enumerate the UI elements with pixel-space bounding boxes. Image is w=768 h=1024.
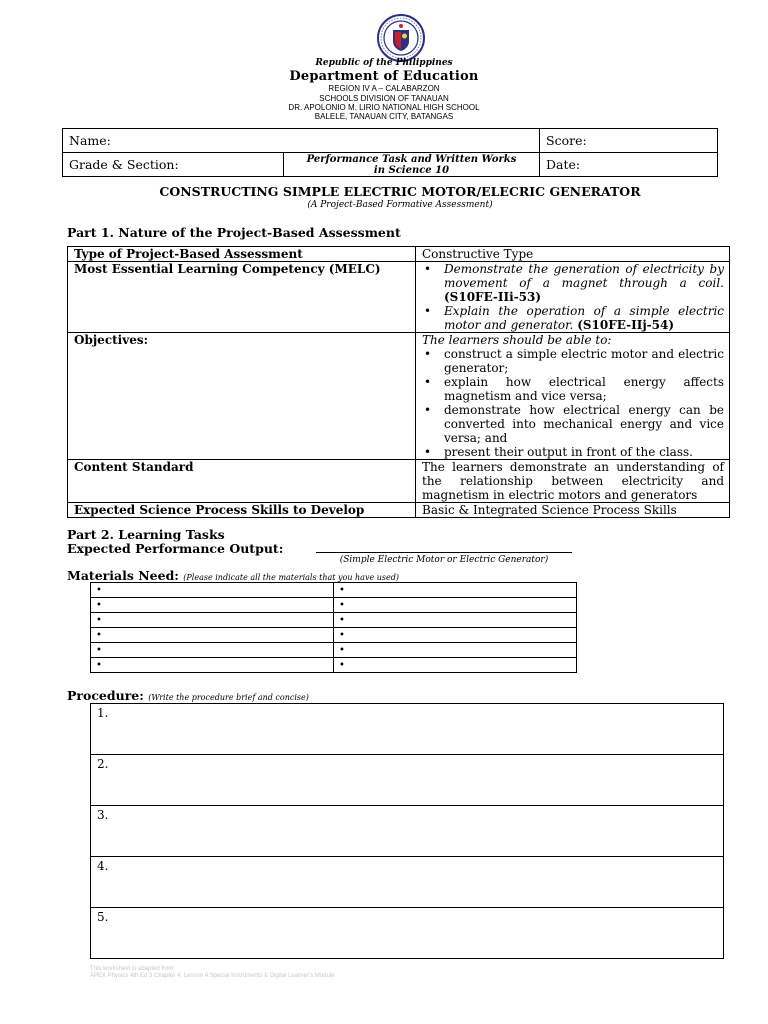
- page-subtitle: (A Project-Based Formative Assessment): [307, 200, 493, 210]
- region-line: REGION IV A – CALABARZON: [328, 84, 440, 93]
- date-field[interactable]: Date:: [540, 153, 718, 177]
- address-line: BALELE, TANAUAN CITY, BATANGAS: [314, 112, 454, 121]
- procedure-step-1[interactable]: 1.: [91, 704, 724, 755]
- material-cell[interactable]: •: [334, 613, 577, 628]
- performance-task-label: Performance Task and Written Works in Science 10: [284, 153, 540, 177]
- procedure-heading: Procedure: (Write the procedure brief and concise): [67, 688, 309, 703]
- procedure-table: [90, 703, 724, 959]
- melc-label: Most Essential Learning Competency (MELC): [68, 262, 416, 333]
- type-label: Type of Project-Based Assessment: [68, 247, 416, 262]
- objectives-value: [416, 333, 730, 460]
- procedure-step-3[interactable]: 3.: [91, 806, 724, 857]
- material-cell[interactable]: •: [334, 598, 577, 613]
- department-line: Department of Education: [289, 69, 479, 84]
- material-cell[interactable]: •: [91, 598, 334, 613]
- objective-item: • present their output in front of the class.: [422, 445, 724, 459]
- part1-table: [67, 246, 730, 518]
- materials-table: [90, 582, 577, 673]
- grade-section-field[interactable]: Grade & Section:: [63, 153, 284, 177]
- score-field[interactable]: Score:: [540, 129, 718, 153]
- objective-item: • explain how electrical energy affects magnetism and vice versa;: [422, 375, 724, 403]
- footer-note: This worksheet is adapted from: APEX Physics 4th Ed 3 Chapter 4: Lesson 4 Special Instruments & Digital Learner’s Module: [90, 966, 335, 979]
- material-cell[interactable]: •: [334, 628, 577, 643]
- name-field[interactable]: Name:: [63, 129, 540, 153]
- material-cell[interactable]: •: [334, 583, 577, 598]
- republic-line: Republic of the Philippines: [315, 58, 453, 68]
- material-cell[interactable]: •: [91, 613, 334, 628]
- school-line: DR. APOLONIO M. LIRIO NATIONAL HIGH SCHOOL: [288, 103, 480, 112]
- procedure-step-2[interactable]: 2.: [91, 755, 724, 806]
- material-cell[interactable]: •: [91, 658, 334, 673]
- melc-item: • Explain the operation of a simple electric motor and generator. (S10FE-IIj-54): [422, 304, 724, 332]
- expected-output-field[interactable]: [316, 552, 572, 553]
- skills-value: Basic & Integrated Science Process Skills: [416, 503, 730, 518]
- expected-output-label: Expected Performance Output:: [67, 541, 284, 556]
- part2-heading: Part 2. Learning Tasks: [67, 527, 225, 542]
- material-cell[interactable]: •: [91, 643, 334, 658]
- material-cell[interactable]: •: [334, 643, 577, 658]
- objectives-intro: The learners should be able to:: [422, 333, 612, 347]
- student-info-table: [62, 128, 718, 177]
- division-line: SCHOOLS DIVISION OF TANAUAN: [319, 94, 449, 103]
- content-standard-label: Content Standard: [68, 460, 416, 503]
- deped-seal-icon: [377, 14, 425, 62]
- type-value: Constructive Type: [416, 247, 730, 262]
- part1-heading: Part 1. Nature of the Project-Based Assessment: [67, 225, 401, 240]
- objectives-label: Objectives:: [68, 333, 416, 460]
- skills-label: Expected Science Process Skills to Develop: [68, 503, 416, 518]
- procedure-step-5[interactable]: 5.: [91, 908, 724, 959]
- page-title: CONSTRUCTING SIMPLE ELECTRIC MOTOR/ELECRIC GENERATOR: [159, 184, 641, 199]
- melc-item: • Demonstrate the generation of electricity by movement of a magnet through a coil. (S10FE-IIi-53): [422, 262, 724, 304]
- material-cell[interactable]: •: [334, 658, 577, 673]
- expected-output-note: (Simple Electric Motor or Electric Generator): [339, 555, 549, 565]
- materials-heading: Materials Need: (Please indicate all the materials that you have used): [67, 568, 399, 583]
- material-cell[interactable]: •: [91, 583, 334, 598]
- procedure-step-4[interactable]: 4.: [91, 857, 724, 908]
- content-standard-value: The learners demonstrate an understanding of the relationship between electricity and magnetism in electric motors and generators: [416, 460, 730, 503]
- material-cell[interactable]: •: [91, 628, 334, 643]
- melc-value: [416, 262, 730, 333]
- objective-item: • demonstrate how electrical energy can be converted into mechanical energy and vice versa; and: [422, 403, 724, 445]
- objective-item: • construct a simple electric motor and electric generator;: [422, 347, 724, 375]
